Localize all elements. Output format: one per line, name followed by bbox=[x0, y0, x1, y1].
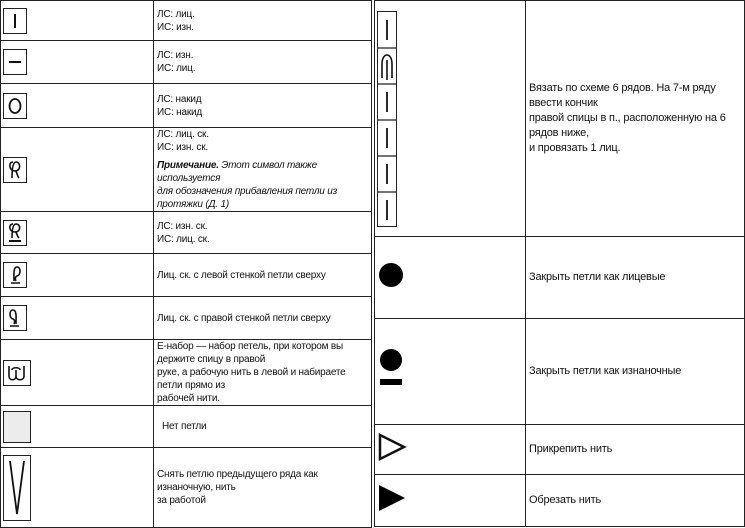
legend-table-right bbox=[374, 0, 745, 527]
description-cell bbox=[154, 128, 372, 212]
legend-row bbox=[375, 475, 745, 527]
symbol-cell bbox=[1, 340, 154, 406]
description-cell bbox=[154, 297, 372, 340]
left-wall-loop-icon bbox=[3, 262, 27, 288]
description-cell bbox=[526, 237, 745, 319]
twisted-loop-icon bbox=[3, 157, 27, 183]
description-line: Вязать по схеме 6 рядов. На 7-м ряду ввести кончик bbox=[529, 82, 716, 109]
description-line: ЛС: изн. ск. bbox=[157, 220, 208, 232]
description-cell bbox=[154, 448, 372, 528]
description-line: ЛС: накид bbox=[157, 93, 202, 105]
description-line: ИС: лиц. bbox=[157, 63, 196, 74]
attach-yarn-icon bbox=[377, 432, 407, 462]
description-line: Лиц. ск. с правой стенкой петли сверху bbox=[157, 312, 331, 324]
legend-row bbox=[1, 128, 372, 212]
legend-row bbox=[1, 212, 372, 254]
description-line: ИС: накид bbox=[157, 106, 203, 118]
symbol-cell bbox=[1, 1, 154, 41]
note-label: Примечание. bbox=[157, 160, 219, 171]
bind-off-purl-icon bbox=[377, 346, 407, 392]
symbol-cell bbox=[1, 254, 154, 297]
symbol-cell bbox=[1, 297, 154, 340]
description-line: Нет петли bbox=[162, 421, 207, 432]
description-cell bbox=[154, 406, 372, 448]
legend-table-left bbox=[0, 0, 372, 528]
description-cell bbox=[154, 212, 372, 254]
description-cell bbox=[154, 41, 372, 84]
description-line: ЛС: изн. bbox=[157, 50, 194, 61]
e-cast-on-icon bbox=[3, 360, 31, 386]
twisted-loop-bar-icon bbox=[3, 220, 27, 246]
description-cell bbox=[154, 84, 372, 128]
symbol-cell bbox=[1, 41, 154, 84]
symbol-cell bbox=[1, 212, 154, 254]
description-line: правой спицы в п., расположенную на 6 рядов ниже, bbox=[529, 112, 726, 139]
symbol-cell bbox=[375, 1, 526, 237]
description-line: и провязать 1 лиц. bbox=[529, 142, 621, 154]
vertical-bar-icon bbox=[3, 8, 27, 34]
symbol-cell bbox=[1, 448, 154, 528]
legend-row bbox=[375, 237, 745, 319]
note bbox=[157, 159, 371, 185]
legend-row bbox=[1, 406, 372, 448]
legend-row bbox=[375, 1, 745, 237]
description-line: ЛС: лиц. ск. bbox=[157, 129, 209, 140]
description-line: Лиц. ск. с левой стенкой петли сверху bbox=[157, 269, 326, 281]
horizontal-bar-icon bbox=[3, 49, 27, 75]
legend-row bbox=[1, 448, 372, 528]
circle-icon bbox=[3, 93, 27, 119]
legend-row bbox=[1, 297, 372, 340]
description-line: Закрыть петли как лицевые bbox=[529, 271, 666, 283]
legend-row bbox=[1, 1, 372, 41]
description-cell bbox=[154, 1, 372, 41]
description-line: Обрезать нить bbox=[529, 494, 601, 506]
description-line: Е-набор — набор петель, при котором вы держите спицу в правой bbox=[157, 341, 344, 365]
legend-row bbox=[375, 425, 745, 475]
no-stitch-icon bbox=[3, 411, 31, 443]
description-cell bbox=[526, 475, 745, 527]
slip-stitch-icon bbox=[3, 455, 31, 521]
legend-row bbox=[1, 41, 372, 84]
legend-row bbox=[375, 319, 745, 425]
legend-row bbox=[1, 340, 372, 406]
right-wall-loop-icon bbox=[3, 305, 27, 331]
description-line: Прикрепить нить bbox=[529, 443, 613, 455]
symbol-cell bbox=[375, 319, 526, 425]
description-line: за работой bbox=[157, 495, 206, 506]
description-line: рабочей нити. bbox=[157, 393, 220, 404]
tuck-stitch-column-icon bbox=[377, 11, 397, 227]
description-line: ИС: изн. bbox=[157, 21, 194, 33]
description-cell bbox=[154, 340, 372, 406]
symbol-cell bbox=[1, 406, 154, 448]
note-text: для обозначения прибавления петли из протяжки (Д. 1) bbox=[157, 186, 338, 210]
description-line: руке, а рабочую нить в левой и набираете петли прямо из bbox=[157, 367, 346, 391]
note-text: Этот символ также используется bbox=[157, 160, 317, 184]
symbol-cell bbox=[375, 425, 526, 475]
bind-off-knit-icon bbox=[377, 260, 407, 290]
description-line: Закрыть петли как изнаночные bbox=[529, 365, 682, 377]
description-line: ИС: лиц. ск. bbox=[157, 233, 210, 245]
description-cell bbox=[526, 425, 745, 475]
description-cell bbox=[154, 254, 372, 297]
description-line: Снять петлю предыдущего ряда как изнаночную, нить bbox=[157, 469, 318, 493]
description-cell bbox=[526, 1, 745, 237]
cut-yarn-icon bbox=[377, 483, 407, 513]
description-cell bbox=[526, 319, 745, 425]
symbol-cell bbox=[375, 237, 526, 319]
symbol-cell bbox=[375, 475, 526, 527]
symbol-cell bbox=[1, 84, 154, 128]
description-line: ЛС: лиц. bbox=[157, 8, 195, 20]
symbol-cell bbox=[1, 128, 154, 212]
legend-row bbox=[1, 254, 372, 297]
description-line: ИС: изн. ск. bbox=[157, 142, 208, 153]
legend-row bbox=[1, 84, 372, 128]
